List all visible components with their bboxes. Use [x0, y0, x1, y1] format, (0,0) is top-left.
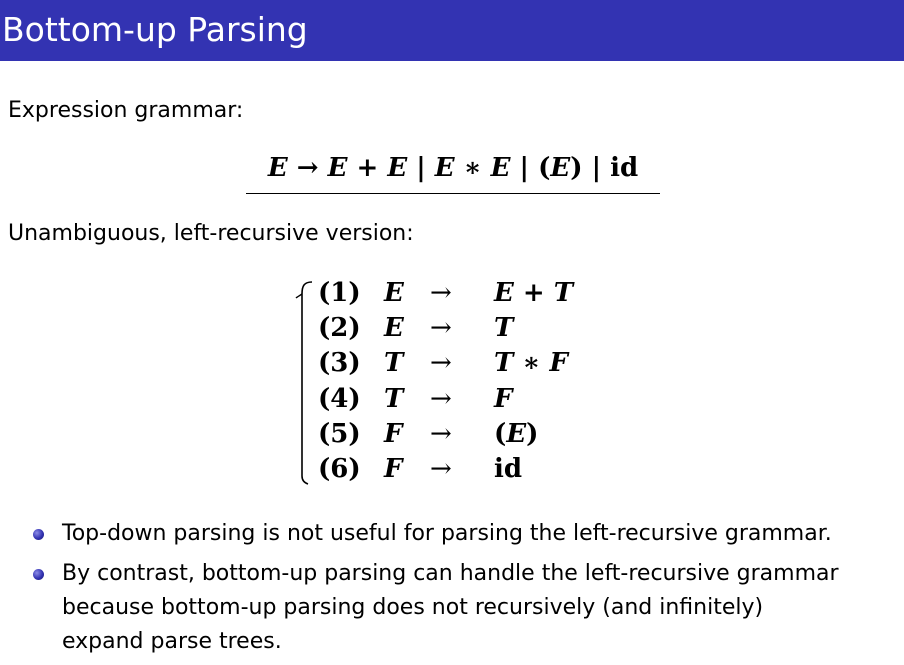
rhs-token: ) — [526, 418, 539, 449]
rhs-token: F — [494, 383, 513, 414]
grammar-rule-row — [318, 311, 573, 346]
rhs-token: E — [506, 418, 527, 449]
bullet-list — [30, 517, 839, 665]
rhs-token: T — [553, 278, 574, 308]
alt1-left: E — [327, 153, 348, 183]
alt2-op: ∗ — [463, 153, 482, 183]
rhs-token: id — [494, 454, 523, 485]
grammar-separator: | — [519, 153, 530, 183]
rule-number: (4) — [318, 383, 361, 414]
bullet-text-line: expand parse trees. — [62, 629, 282, 654]
rule-rhs — [494, 276, 573, 311]
alt3-open: ( — [538, 153, 551, 183]
bullet-dot-icon — [33, 569, 44, 580]
bullet-text-line: because bottom-up parsing does not recursively (and infinitely) — [62, 595, 764, 620]
rule-rhs — [494, 417, 573, 452]
alt2-right: E — [490, 153, 511, 183]
bullet-text-line: By contrast, bottom-up parsing can handle the left-recursive grammar — [62, 561, 839, 586]
rhs-token: F — [549, 348, 568, 379]
rhs-token: T — [494, 313, 514, 344]
rhs-token: ( — [494, 418, 507, 449]
alt1-right: E — [387, 153, 408, 183]
left-brace — [294, 280, 316, 486]
rule-rhs — [494, 382, 573, 417]
grammar-rule-row — [318, 276, 573, 311]
rhs-token: ∗ — [513, 348, 550, 379]
rule-number: (3) — [318, 348, 361, 379]
rule-arrow: → — [430, 454, 452, 485]
grammar-rule-row — [318, 417, 573, 452]
rule-arrow: → — [430, 313, 452, 344]
rule-arrow: → — [430, 348, 452, 379]
rule-arrow: → — [430, 418, 452, 449]
alt4-terminal: id — [610, 153, 639, 183]
rule-number: (1) — [318, 278, 361, 308]
slide-title: Bottom-up Parsing — [2, 10, 308, 49]
grammar-lhs: E — [267, 153, 288, 183]
grammar-rules-table — [318, 276, 573, 487]
rhs-token: T — [494, 348, 514, 379]
alt1-op: + — [356, 153, 379, 183]
bullet-item — [30, 517, 839, 551]
rhs-token: + — [513, 278, 554, 308]
rule-arrow: → — [430, 278, 452, 308]
grammar-rule-row — [318, 452, 573, 487]
grammar-rule-row — [318, 346, 573, 381]
ambiguous-grammar — [246, 150, 660, 186]
intro-text: Expression grammar: — [8, 98, 244, 123]
rule-lhs: E — [384, 278, 404, 308]
rule-number: (2) — [318, 313, 361, 344]
rule-rhs — [494, 311, 573, 346]
rhs-token: E — [494, 278, 514, 308]
title-bar — [0, 0, 904, 61]
alt3-close: ) — [570, 153, 583, 183]
rule-number: (6) — [318, 454, 361, 485]
rule-lhs: T — [384, 348, 404, 379]
grammar-rule-row — [318, 382, 573, 417]
bullet-item — [30, 557, 839, 659]
second-text: Unambiguous, left-recursive version: — [8, 221, 414, 246]
rule-lhs: F — [384, 454, 403, 485]
bullet-text-line: Top-down parsing is not useful for parsing the left-recursive grammar. — [62, 521, 832, 546]
rule-lhs: E — [384, 313, 404, 344]
rule-rhs — [494, 452, 573, 487]
alt3-symbol: E — [550, 153, 571, 183]
rule-number: (5) — [318, 418, 361, 449]
rule-rhs — [494, 346, 573, 381]
rule-lhs: T — [384, 383, 404, 414]
bullet-dot-icon — [33, 529, 44, 540]
alt2-left: E — [434, 153, 455, 183]
grammar-separator: | — [416, 153, 426, 183]
grammar-arrow: → — [296, 153, 319, 183]
grammar-underline — [246, 193, 660, 194]
grammar-separator: | — [591, 153, 602, 183]
rule-lhs: F — [384, 418, 403, 449]
rule-arrow: → — [430, 383, 452, 414]
